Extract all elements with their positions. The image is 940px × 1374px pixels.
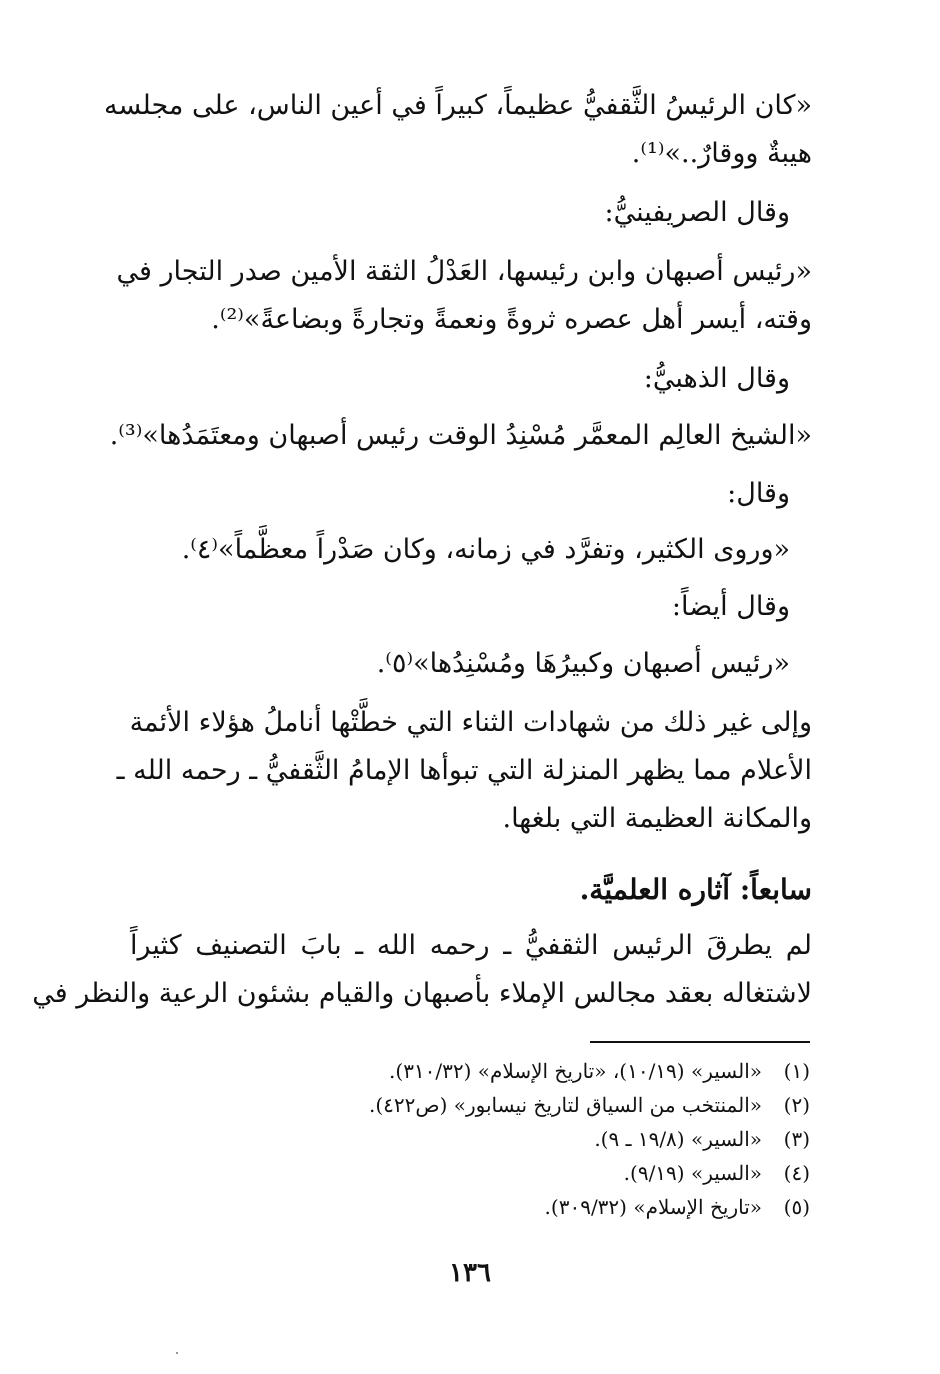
footnote <box>130 1092 810 1118</box>
footnote <box>130 1058 810 1084</box>
footnote-text: «السير» (٩/١٩). <box>623 1161 762 1185</box>
footnote-text: «السير» (١٩/٨ ـ ٩). <box>594 1127 762 1151</box>
text-line: «كان الرئيسُ الثَّقفيُّ عظيماً، كبيراً في أعين الناس، على مجلسه <box>103 90 812 121</box>
footnote-number: (١) <box>783 1059 810 1083</box>
footnote-text: «تاريخ الإسلام» (٣٠٩/٣٢). <box>544 1195 762 1219</box>
text-line: وقته، أيسر أهل عصره ثروةً ونعمةً وتجارةً وبضاعةً»⁽²⁾. <box>211 304 812 335</box>
text-line: لاشتغاله بعقد مجالس الإملاء بأصبهان والقيام بشئون الرعية والنظر في <box>32 978 812 1009</box>
footnote <box>130 1160 810 1186</box>
text-line: وقال الذهبيُّ: <box>643 363 790 394</box>
text-line: لم يطرقَ الرئيس الثقفيُّ ـ رحمه الله ـ بابَ التصنيف كثيراً <box>130 930 812 961</box>
text-line: «الشيخ العالِم المعمَّر مُسْنِدُ الوقت رئيس أصبهان ومعتَمَدُها»⁽³⁾. <box>109 420 812 451</box>
scan-speck <box>176 1352 178 1354</box>
text-line: «رئيس أصبهان وكبيرُهَا ومُسْنِدُها»⁽٥⁾. <box>376 648 790 679</box>
footnote <box>130 1126 810 1152</box>
text-line: وإلى غير ذلك من شهادات الثناء التي خطَّتْها أناملُ هؤلاء الأئمة <box>129 707 812 738</box>
footnote-number: (٥) <box>783 1195 810 1219</box>
page-number: ١٣٦ <box>449 1258 491 1288</box>
text-line: «رئيس أصبهان وابن رئيسها، العَدْلُ الثقة الأمين صدر التجار في <box>116 256 812 287</box>
footnote-separator <box>590 1041 810 1043</box>
section-heading: سابعاً: آثاره العلميَّة. <box>579 873 812 906</box>
footnote <box>130 1194 810 1220</box>
text-line: والمكانة العظيمة التي بلغها. <box>502 803 812 834</box>
footnote-number: (٢) <box>783 1093 810 1117</box>
text-line: الأعلام مما يظهر المنزلة التي تبوأها الإمامُ الثَّقفيُّ ـ رحمه الله ـ <box>116 755 812 786</box>
text-line: «وروى الكثير، وتفرَّد في زمانه، وكان صَدْراً معظَّماً»⁽٤⁾. <box>181 534 790 565</box>
text-line: وقال الصريفينيُّ: <box>604 197 790 228</box>
footnote-text: «السير» (١٠/١٩)، «تاريخ الإسلام» (٣١٠/٣٢). <box>389 1059 762 1083</box>
footnote-number: (٣) <box>783 1127 810 1151</box>
text-line: وقال أيضاً: <box>671 591 790 622</box>
text-line: وقال: <box>727 478 790 509</box>
footnote-number: (٤) <box>783 1161 810 1185</box>
text-line: هيبةٌ ووقارٌ..»⁽¹⁾. <box>631 138 812 169</box>
footnote-text: «المنتخب من السياق لتاريخ نيسابور» (ص٤٢٢). <box>368 1093 762 1117</box>
